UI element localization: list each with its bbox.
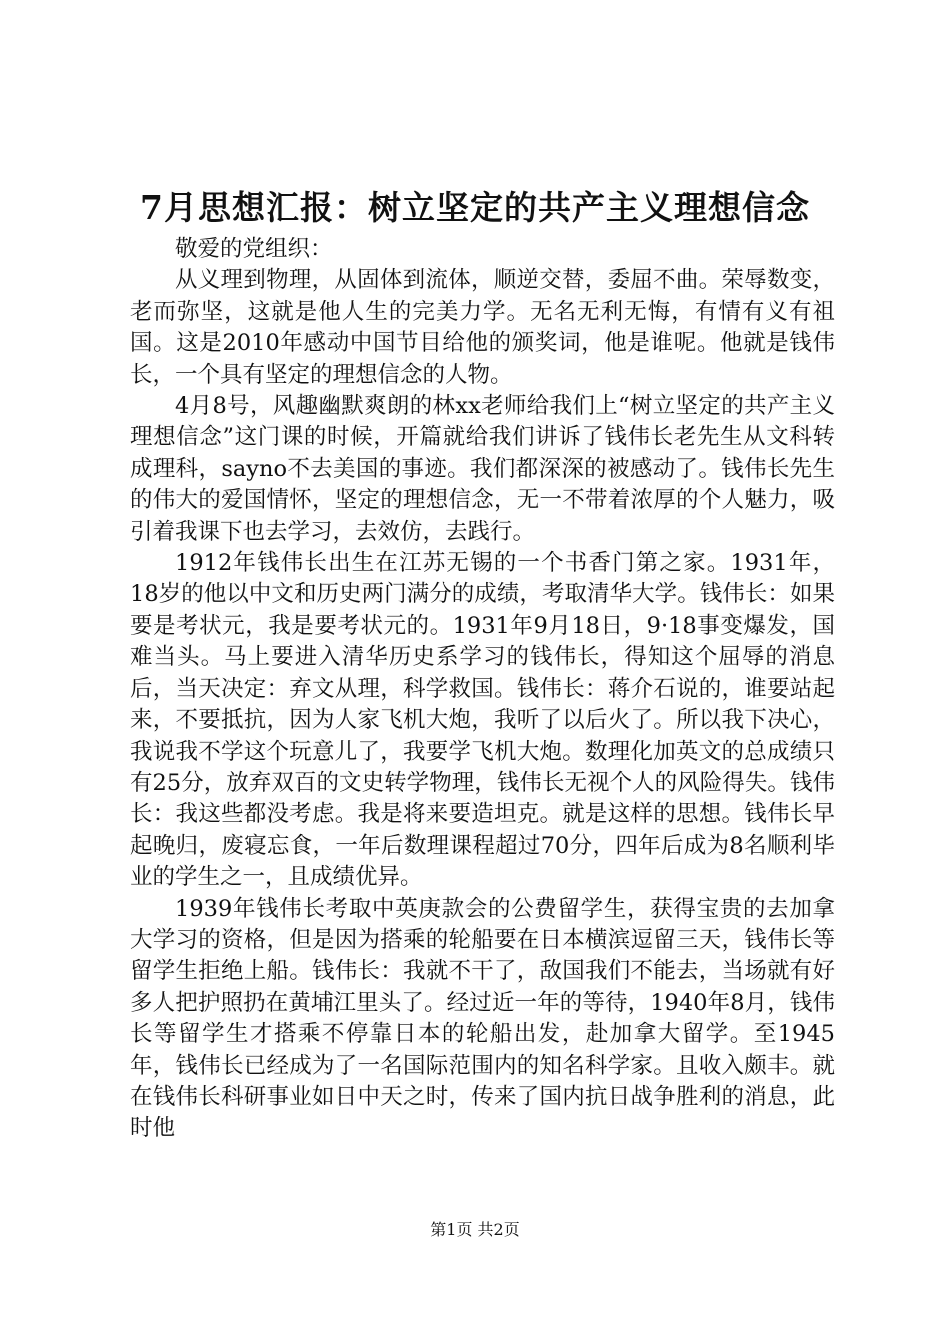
paragraph-3: 1912年钱伟长出生在江苏无锡的一个书香门第之家。1931年，18岁的他以中文和历史两门满分的成绩，考取清华大学。钱伟长：如果要是考状元，我是要考状元的。1931年9月18日，9·18事变爆发，国难当头。马上要进入清华历史系学习的钱伟长，得知这个屈辱的消息后，当天决定：弃文从理，科学救国。钱伟长：蒋介石说的，谁要站起来，不要抵抗，因为人家飞机大炮，我听了以后火了。所以我下决心，我说我不学这个玩意儿了，我要学飞机大炮。数理化加英文的总成绩只有25分，放弃双百的文史转学物理，钱伟长无视个人的风险得失。钱伟长：我这些都没考虑。我是将来要造坦克。就是这样的思想。钱伟长早起晚归，废寝忘食，一年后数理课程超过70分，四年后成为8名顺利毕业的学生之一，且成绩优异。	[130, 550, 835, 891]
paragraph-4: 1939年钱伟长考取中英庚款会的公费留学生，获得宝贵的去加拿大学习的资格，但是因为搭乘的轮船要在日本横滨逗留三天，钱伟长等留学生拒绝上船。钱伟长：我就不干了，敌国我们不能去，当场就有好多人把护照扔在黄埔江里头了。经过近一年的等待，1940年8月，钱伟长等留学生才搭乘不停靠日本的轮船出发，赴加拿大留学。至1945年，钱伟长已经成为了一名国际范围内的知名科学家。且收入颇丰。就在钱伟长科研事业如日中天之时，传来了国内抗日战争胜利的消息，此时他	[130, 895, 835, 1142]
paragraph-1: 从义理到物理，从固体到流体，顺逆交替，委屈不曲。荣辱数变，老而弥坚，这就是他人生的完美力学。无名无利无悔，有情有义有祖国。这是2010年感动中国节目给他的颁奖词，他是谁呢。他就是钱伟长，一个具有坚定的理想信念的人物。	[130, 267, 835, 388]
document-body	[130, 234, 835, 1145]
salutation: 敬爱的党组织：	[175, 236, 333, 262]
page-title: 7月思想汇报：树立坚定的共产主义理想信念	[140, 188, 810, 227]
paragraph-2: 4月8号，风趣幽默爽朗的林xx老师给我们上“树立坚定的共产主义理想信念”这门课的时候，开篇就给我们讲诉了钱伟长老先生从文科转成理科，sayno不去美国的事迹。我们都深深的被感动了。钱伟长先生的伟大的爱国情怀，坚定的理想信念，无一不带着浓厚的个人魅力，吸引着我课下也去学习，去效仿，去践行。	[130, 393, 835, 545]
page-number-footer: 第1页 共2页	[430, 1220, 520, 1239]
